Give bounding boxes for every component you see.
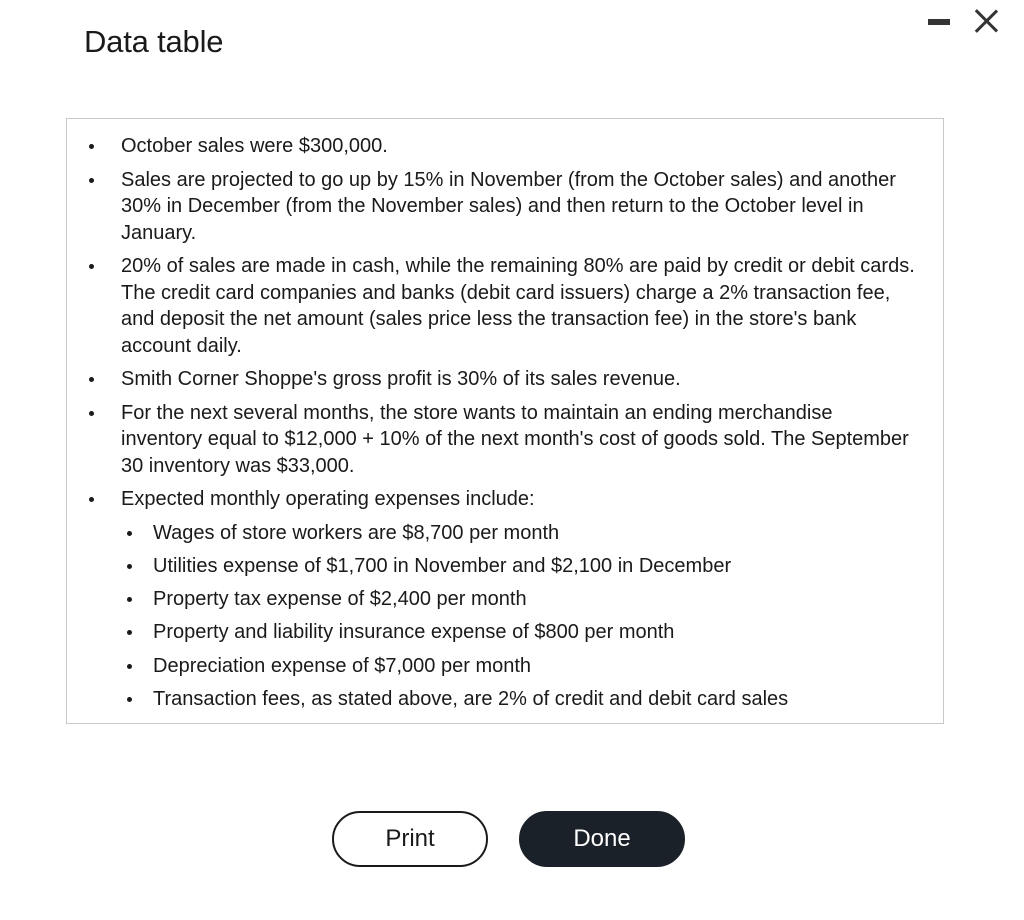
expense-item-text: Wages of store workers are $8,700 per month [153,521,560,544]
list-item [89,486,919,712]
expense-item-text: Transaction fees, as stated above, are 2% of credit and debit card sales [153,687,789,710]
close-icon[interactable] [972,6,1000,34]
minimize-icon[interactable] [928,19,950,25]
expense-item [121,686,919,713]
dialog-title: Data table [84,24,224,59]
expense-item [121,520,919,547]
expense-item [121,586,919,613]
list-item-text: For the next several months, the store wants to maintain an ending merchandise inventory equal to $12,000 + 10% of the next month's cost of goods sold. The September 30 inventory was $33,000. [121,401,909,477]
list-item-text: Sales are projected to go up by 15% in November (from the October sales) and another 30% in December (from the November sales) and then return to the October level in January. [121,168,896,244]
list-item [89,253,919,359]
list-item-text: Smith Corner Shoppe's gross profit is 30% of its sales revenue. [121,368,681,390]
list-item [89,133,919,160]
expense-item-text: Utilities expense of $1,700 in November and $2,100 in December [153,554,732,577]
expense-item [121,653,919,680]
expense-item-text: Property tax expense of $2,400 per month [153,588,527,611]
list-item-text: Expected monthly operating expenses include: [121,488,535,510]
expense-item [121,619,919,646]
data-list [89,133,919,719]
list-item [89,167,919,247]
list-item-text: 20% of sales are made in cash, while the remaining 80% are paid by credit or debit cards. The credit card companies and banks (debit card issuers) charge a 2% transaction fee, and deposit the net amount (sales price less the transaction fee) in the store's bank account daily. [121,255,915,357]
window-controls [928,6,1000,34]
list-item [89,366,919,393]
done-button[interactable]: Done [519,811,685,867]
expense-item-text: Depreciation expense of $7,000 per month [153,654,532,677]
data-table-box [66,118,944,724]
list-item-text: October sales were $300,000. [121,135,388,157]
print-button[interactable]: Print [332,811,488,867]
expense-item [121,553,919,580]
expense-item-text: Property and liability insurance expense of $800 per month [153,621,675,644]
list-item [89,400,919,480]
expenses-list [121,520,919,713]
